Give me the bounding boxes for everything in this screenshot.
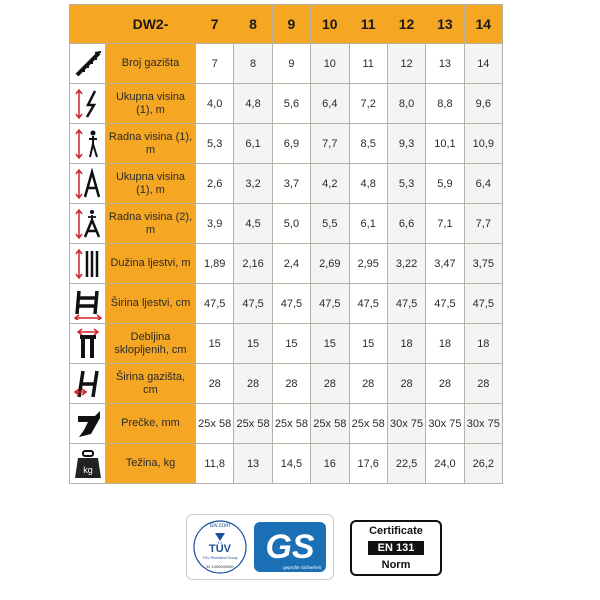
table-cell: 8,5 bbox=[349, 124, 387, 164]
table-cell: 8,8 bbox=[426, 84, 464, 124]
table-row bbox=[70, 204, 503, 244]
table-row bbox=[70, 324, 503, 364]
table-row bbox=[70, 284, 503, 324]
certificate-sub: Norm bbox=[381, 559, 411, 571]
row-label: Debljina sklopljenih, cm bbox=[106, 324, 196, 364]
table-cell: 11,8 bbox=[196, 444, 234, 484]
table-cell: 47,5 bbox=[387, 284, 425, 324]
table-cell: 4,8 bbox=[349, 164, 387, 204]
table-cell: 2,4 bbox=[272, 244, 310, 284]
table-cell: 6,4 bbox=[311, 84, 349, 124]
table-cell: 8,0 bbox=[387, 84, 425, 124]
table-cell: 28 bbox=[349, 364, 387, 404]
table-cell: 6,1 bbox=[234, 124, 272, 164]
table-cell: 6,9 bbox=[272, 124, 310, 164]
table-cell: 13 bbox=[234, 444, 272, 484]
table-cell: 3,47 bbox=[426, 244, 464, 284]
size-header: 8 bbox=[234, 5, 272, 44]
ladder-steps-icon bbox=[70, 44, 106, 84]
table-cell: 30x 75 bbox=[387, 404, 425, 444]
table-cell: 47,5 bbox=[272, 284, 310, 324]
table-cell: 4,8 bbox=[234, 84, 272, 124]
size-header: 13 bbox=[426, 5, 464, 44]
table-cell: 5,5 bbox=[311, 204, 349, 244]
table-cell: 4,0 bbox=[196, 84, 234, 124]
header-row bbox=[70, 5, 503, 44]
table-cell: 15 bbox=[272, 324, 310, 364]
table-row bbox=[70, 404, 503, 444]
working-height-person-icon bbox=[70, 124, 106, 164]
working-height-a-frame-icon bbox=[70, 204, 106, 244]
height-a-frame-icon bbox=[70, 164, 106, 204]
row-label: Težina, kg bbox=[106, 444, 196, 484]
table-cell: 15 bbox=[311, 324, 349, 364]
table-cell: 28 bbox=[426, 364, 464, 404]
header-icon-cell bbox=[70, 5, 106, 44]
table-cell: 3,75 bbox=[464, 244, 502, 284]
table-cell: 26,2 bbox=[464, 444, 502, 484]
table-cell: 25x 58 bbox=[196, 404, 234, 444]
rung-profile-icon bbox=[70, 404, 106, 444]
table-cell: 30x 75 bbox=[464, 404, 502, 444]
table-cell: 28 bbox=[196, 364, 234, 404]
table-cell: 2,16 bbox=[234, 244, 272, 284]
tuv-ring-text: tüv.com bbox=[209, 523, 231, 529]
table-cell: 7,2 bbox=[349, 84, 387, 124]
gs-sub-text: geprüfte Sicherheit bbox=[283, 565, 321, 570]
table-row bbox=[70, 444, 503, 484]
step-width-icon bbox=[70, 364, 106, 404]
table-cell: 10 bbox=[311, 44, 349, 84]
table-cell: 18 bbox=[426, 324, 464, 364]
table-cell: 11 bbox=[349, 44, 387, 84]
table-cell: 47,5 bbox=[311, 284, 349, 324]
table-cell: 5,0 bbox=[272, 204, 310, 244]
table-cell: 7,7 bbox=[311, 124, 349, 164]
table-cell: 7,7 bbox=[464, 204, 502, 244]
table-cell: 22,5 bbox=[387, 444, 425, 484]
table-cell: 3,9 bbox=[196, 204, 234, 244]
size-header: 12 bbox=[387, 5, 425, 44]
table-row bbox=[70, 124, 503, 164]
table-cell: 15 bbox=[349, 324, 387, 364]
tuv-gs-certification-badge bbox=[186, 514, 334, 580]
table-cell: 30x 75 bbox=[426, 404, 464, 444]
table-cell: 1,89 bbox=[196, 244, 234, 284]
table-cell: 16 bbox=[311, 444, 349, 484]
table-cell: 13 bbox=[426, 44, 464, 84]
weight-icon-text: kg bbox=[82, 464, 93, 475]
table-cell: 10,9 bbox=[464, 124, 502, 164]
table-cell: 25x 58 bbox=[311, 404, 349, 444]
row-label: Prečke, mm bbox=[106, 404, 196, 444]
table-cell: 5,6 bbox=[272, 84, 310, 124]
tuv-mark-text: TÜV bbox=[209, 543, 231, 555]
row-label: Širina ljestvi, cm bbox=[106, 284, 196, 324]
table-cell: 18 bbox=[387, 324, 425, 364]
table-cell: 2,69 bbox=[311, 244, 349, 284]
weight-kg-icon bbox=[70, 444, 106, 484]
ladder-width-icon bbox=[70, 284, 106, 324]
table-cell: 15 bbox=[196, 324, 234, 364]
certificate-title: Certificate bbox=[369, 525, 423, 537]
table-cell: 6,4 bbox=[464, 164, 502, 204]
size-header: 11 bbox=[349, 5, 387, 44]
ladder-spec-table bbox=[69, 4, 503, 484]
table-cell: 3,7 bbox=[272, 164, 310, 204]
table-cell: 4,2 bbox=[311, 164, 349, 204]
table-cell: 28 bbox=[234, 364, 272, 404]
table-cell: 7,1 bbox=[426, 204, 464, 244]
table-cell: 3,22 bbox=[387, 244, 425, 284]
table-cell: 15 bbox=[234, 324, 272, 364]
row-label: Dužina ljestvi, m bbox=[106, 244, 196, 284]
height-lightning-icon bbox=[70, 84, 106, 124]
table-cell: 28 bbox=[464, 364, 502, 404]
table-cell: 24,0 bbox=[426, 444, 464, 484]
ladder-length-icon bbox=[70, 244, 106, 284]
table-cell: 25x 58 bbox=[272, 404, 310, 444]
gs-mark bbox=[254, 522, 326, 572]
model-label: DW2- bbox=[106, 5, 196, 44]
table-cell: 47,5 bbox=[234, 284, 272, 324]
table-cell: 28 bbox=[311, 364, 349, 404]
table-cell: 10,1 bbox=[426, 124, 464, 164]
gs-text: GS bbox=[265, 528, 315, 566]
table-cell: 2,95 bbox=[349, 244, 387, 284]
table-cell: 47,5 bbox=[349, 284, 387, 324]
folded-thickness-icon bbox=[70, 324, 106, 364]
table-cell: 7 bbox=[196, 44, 234, 84]
table-cell: 9,6 bbox=[464, 84, 502, 124]
table-cell: 2,6 bbox=[196, 164, 234, 204]
row-label: Radna visina (1), m bbox=[106, 124, 196, 164]
table-cell: 9 bbox=[272, 44, 310, 84]
table-cell: 14 bbox=[464, 44, 502, 84]
size-header: 7 bbox=[196, 5, 234, 44]
table-cell: 47,5 bbox=[464, 284, 502, 324]
table-cell: 28 bbox=[387, 364, 425, 404]
table-cell: 5,3 bbox=[196, 124, 234, 164]
table-row bbox=[70, 164, 503, 204]
table-cell: 12 bbox=[387, 44, 425, 84]
table-cell: 18 bbox=[464, 324, 502, 364]
table-row bbox=[70, 44, 503, 84]
table-cell: 6,6 bbox=[387, 204, 425, 244]
table-row bbox=[70, 84, 503, 124]
table-cell: 25x 58 bbox=[349, 404, 387, 444]
en131-certificate-badge bbox=[350, 520, 442, 576]
table-cell: 3,2 bbox=[234, 164, 272, 204]
table-cell: 17,6 bbox=[349, 444, 387, 484]
table-cell: 14,5 bbox=[272, 444, 310, 484]
table-row bbox=[70, 364, 503, 404]
table-cell: 28 bbox=[272, 364, 310, 404]
size-header: 10 bbox=[311, 5, 349, 44]
size-header: 9 bbox=[272, 5, 310, 44]
table-cell: 25x 58 bbox=[234, 404, 272, 444]
row-label: Broj gazišta bbox=[106, 44, 196, 84]
table-row bbox=[70, 244, 503, 284]
row-label: Ukupna visina (1), m bbox=[106, 84, 196, 124]
table-cell: 5,9 bbox=[426, 164, 464, 204]
tuv-id-text: ID 1000000000 bbox=[206, 564, 234, 569]
table-cell: 8 bbox=[234, 44, 272, 84]
row-label: Ukupna visina (1), m bbox=[106, 164, 196, 204]
table-cell: 6,1 bbox=[349, 204, 387, 244]
table-cell: 5,3 bbox=[387, 164, 425, 204]
row-label: Radna visina (2), m bbox=[106, 204, 196, 244]
row-label: Širina gazišta, cm bbox=[106, 364, 196, 404]
certificate-norm: EN 131 bbox=[368, 541, 425, 555]
table-cell: 4,5 bbox=[234, 204, 272, 244]
table-cell: 47,5 bbox=[196, 284, 234, 324]
tuv-group-text: TÜV Rheinland Group bbox=[202, 556, 238, 560]
table-cell: 9,3 bbox=[387, 124, 425, 164]
table-cell: 47,5 bbox=[426, 284, 464, 324]
size-header: 14 bbox=[464, 5, 502, 44]
